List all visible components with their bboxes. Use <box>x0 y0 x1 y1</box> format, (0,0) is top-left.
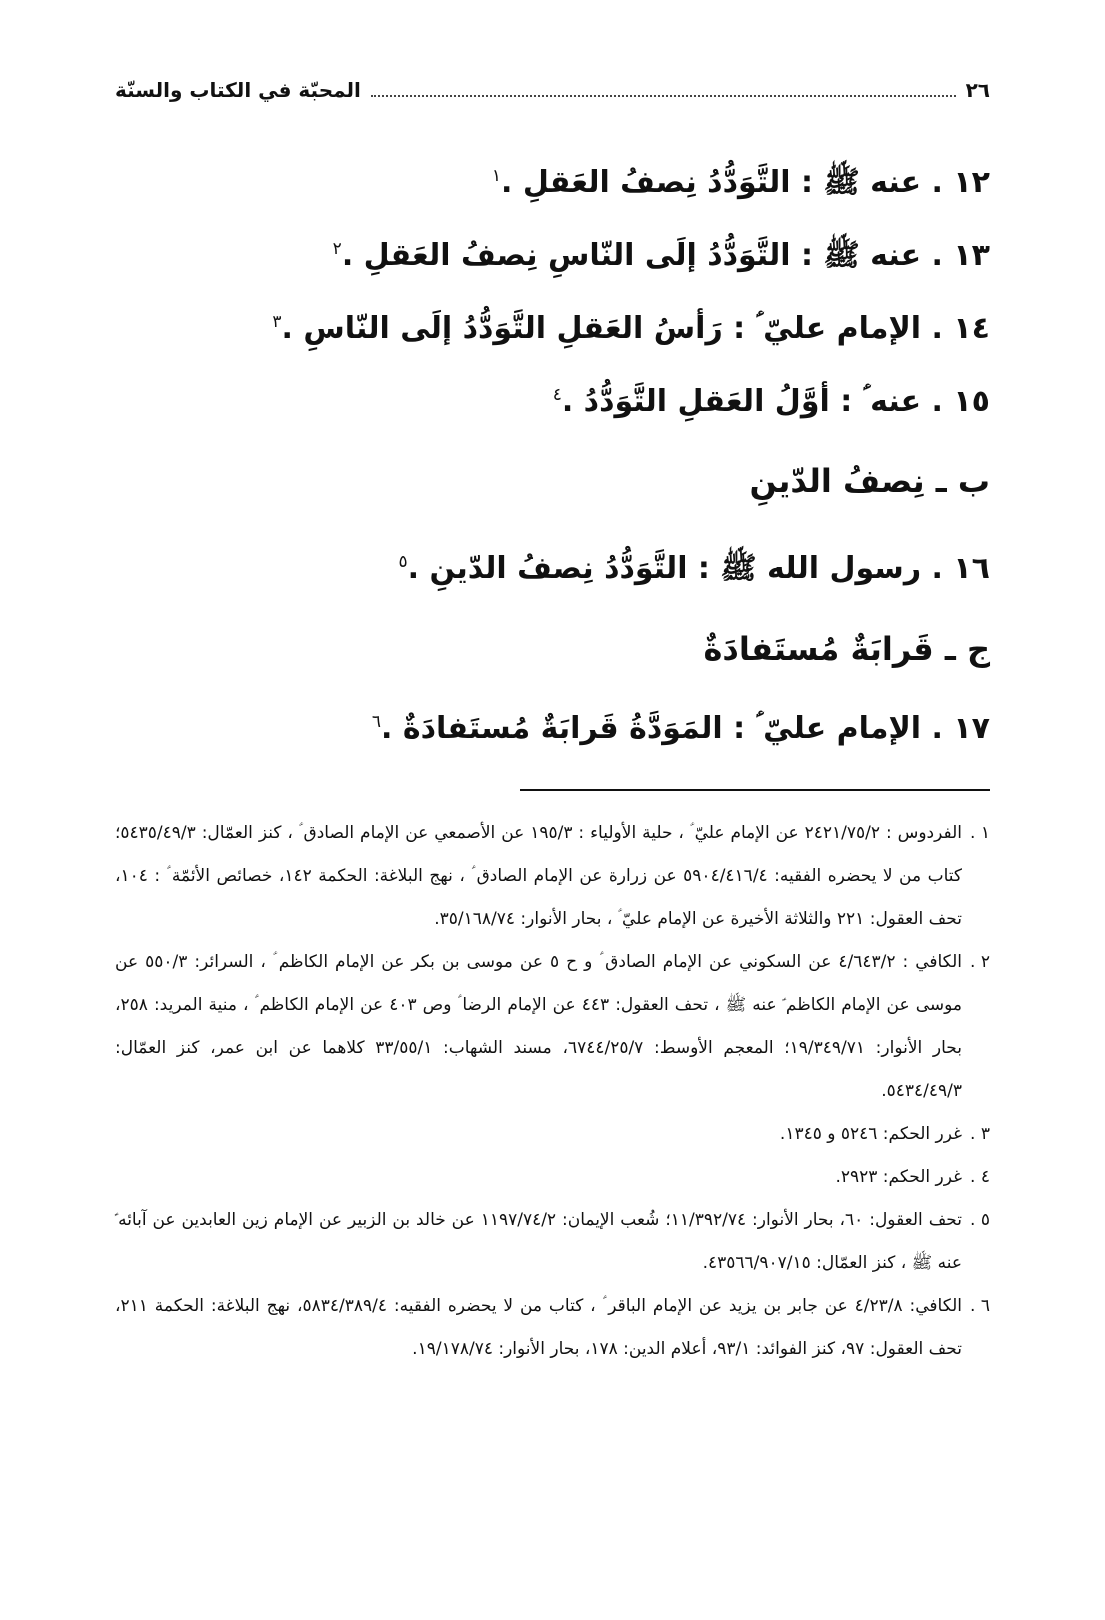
footnote-2 <box>115 941 990 1113</box>
footnote-number: ٣ . <box>970 1124 990 1144</box>
footnote-number: ٤ . <box>970 1167 990 1187</box>
hadith-14 <box>115 286 990 359</box>
footnote-ref[interactable]: ٥ <box>398 552 408 572</box>
section-heading-b: ب ـ نِصفُ الدّينِ <box>749 462 990 500</box>
footnote-ref[interactable]: ٦ <box>371 712 382 732</box>
footnote-text: الفردوس : ٢٤٢١/٧٥/٢ عن الإمام عليّ ؑ ، حلية الأولياء : ١٩٥/٣ عن الأصمعي عن الإمام الصادق ؑ ، كنز العمّال: ٥٤٣٥/٤٩/٣؛ كتاب من لا يحضره الفقيه: ٥٩٠٤/٤١٦/٤ عن زرارة عن الإمام الصادق ؑ ، نهج البلاغة: الحكمة ١٤٢، خصائص الأئمّة ؑ : ١٠٤، تحف العقول: ٢٢١ والثلاثة الأخيرة عن الإمام عليّ ؑ ، بحار الأنوار: ٣٥/١٦٨/٧٤. <box>115 823 963 929</box>
footnotes <box>115 812 990 1371</box>
hadith-text: ١٥ . عنه ؑ : أوَّلُ العَقلِ التَّوَدُّدُ . <box>561 384 990 419</box>
footnote-ref[interactable]: ٤ <box>552 385 562 405</box>
header-leader-dots <box>371 95 956 97</box>
page-number: ٢٦ <box>965 78 990 102</box>
hadith-16 <box>399 526 990 599</box>
footnote-text: غرر الحكم: ٥٢٤٦ و ١٣٤٥. <box>779 1124 962 1144</box>
hadith-text: ١٢ . عنه ﷺ : التَّوَدُّدُ نِصفُ العَقلِ . <box>501 165 990 200</box>
footnote-text: الكافي: ٤/٢٣/٨ عن جابر بن يزيد عن الإمام الباقر ؑ ، كتاب من لا يحضره الفقيه: ٥٨٣٤/٣٨٩/٤، نهج البلاغة: الحكمة ٢١١، تحف العقول: ٩٧، كنز الفوائد: ٩٣/١، أعلام الدين: ١٧٨، بحار الأنوار: ١٩/١٧٨/٧٤. <box>115 1296 962 1359</box>
footnote-5 <box>115 1199 990 1285</box>
footnote-text: غرر الحكم: ٢٩٢٣. <box>835 1167 962 1187</box>
hadith-17 <box>372 686 990 759</box>
hadith-text: ١٤ . الإمام عليّ ؑ : رَأسُ العَقلِ التَّوَدُّدُ إلَى النّاسِ . <box>281 311 990 346</box>
running-title: المحبّة في الكتاب والسنّة <box>115 78 361 102</box>
footnote-3 <box>115 1113 990 1156</box>
hadith-text: ١٣ . عنه ﷺ : التَّوَدُّدُ إلَى النّاسِ نِصفُ العَقلِ . <box>341 238 990 273</box>
footnote-6 <box>115 1285 990 1371</box>
hadith-12 <box>115 140 990 213</box>
hadith-15 <box>115 359 990 432</box>
footnote-ref[interactable]: ٣ <box>272 312 282 332</box>
footnote-number: ٦ . <box>970 1296 990 1316</box>
footnote-number: ٥ . <box>970 1210 990 1230</box>
hadith-text: ١٦ . رسول الله ﷺ : التَّوَدُّدُ نِصفُ الدّينِ . <box>407 551 990 586</box>
footnote-text: تحف العقول: ٦٠، بحار الأنوار: ١١/٣٩٢/٧٤؛ شُعب الإيمان: ١١٩٧/٧٤/٢ عن خالد بن الزبير عن الإمام زين العابدين عن آبائه ؑ عنه ﷺ ، كنز العمّال: ٤٣٥٦٦/٩٠٧/١٥. <box>115 1210 962 1273</box>
footnote-text: الكافي : ٤/٦٤٣/٢ عن السكوني عن الإمام الصادق ؑ و ح ٥ عن موسى بن بكر عن الإمام الكاظم ؑ ، السرائر: ٥٥٠/٣ عن موسى عن الإمام الكاظم ؑ عنه ﷺ ، تحف العقول: ٤٤٣ عن الإمام الرضا ؑ وص ٤٠٣ عن الإمام الكاظم ؑ ، منية المريد: ٢٥٨، بحار الأنوار: ١٩/٣٤٩/٧١؛ المعجم الأوسط: ٦٧٤٤/٢٥/٧، مسند الشهاب: ٣٣/٥٥/١ كلاهما عن ابن عمر، كنز العمّال: ٥٤٣٤/٤٩/٣. <box>115 952 963 1101</box>
page-header <box>115 70 990 110</box>
footnote-number: ١ . <box>970 823 990 843</box>
hadith-text: ١٧ . الإمام عليّ ؑ : المَوَدَّةُ قَرابَةٌ مُستَفادَةٌ . <box>381 711 990 746</box>
section-heading-c: ج ـ قَرابَةٌ مُستَفادَةٌ <box>703 630 990 668</box>
footnote-ref[interactable]: ٢ <box>332 239 342 259</box>
footnote-number: ٢ . <box>970 952 990 972</box>
footnote-separator <box>520 789 990 791</box>
hadith-13 <box>115 213 990 286</box>
footnote-4 <box>115 1156 990 1199</box>
footnote-ref[interactable]: ١ <box>491 166 502 186</box>
footnote-1 <box>115 812 990 941</box>
hadith-list <box>115 140 990 432</box>
